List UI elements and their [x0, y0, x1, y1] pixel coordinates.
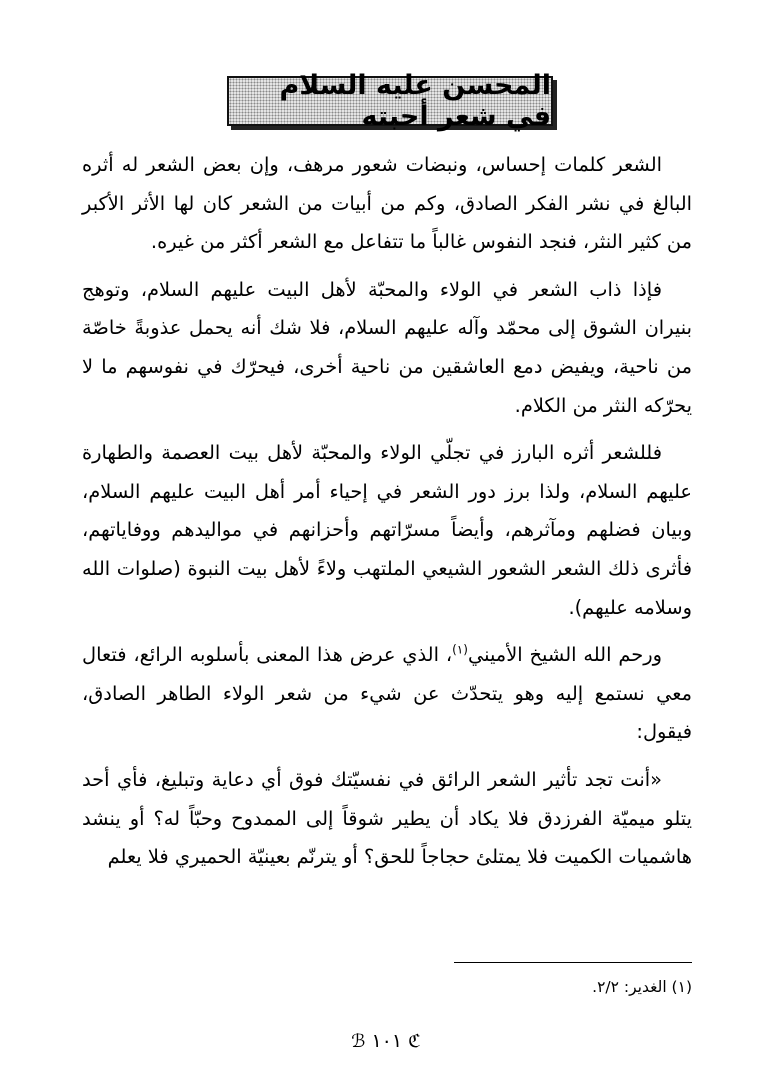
body-text [82, 146, 692, 877]
chapter-title-box [227, 70, 553, 132]
page-number: ١٠١ [371, 1030, 403, 1052]
ornament-right-icon: ℭ [408, 1031, 421, 1052]
paragraph-4-start: ورحم الله الشيخ الأميني [467, 643, 662, 667]
footnote-text: (١) الغدير: ٢/٢. [592, 978, 692, 996]
paragraph-4 [82, 636, 692, 752]
quote-paragraph: «أنت تجد تأثير الشعر الرائق في نفسيّتك فوق أي دعاية وتبليغ، فأي أحد يتلو ميميّة الفرزدق فلا يكاد أن يطير شوقاً إلى الممدوح وحبّاً له؟ أو ينشد هاشميات الكميت فلا يمتلئ حجاجاً للحق؟ أو يترنّم بعينيّة الحميري فلا يعلم [82, 767, 692, 869]
footnote-reference[interactable]: (١) [452, 642, 468, 657]
paragraph-3: فللشعر أثره البارز في تجلّي الولاء والمحبّة لأهل بيت العصمة والطهارة عليهم السلام، ولذا برز دور الشعر في إحياء أمر أهل البيت عليهم السلام، وبيان فضلهم ومآثرهم، وأيضاً مسرّاتهم وأحزانهم في مواليدهم ووفاياتهم، فأثرى ذلك الشعر الشعور الشيعي الملتهب ولاءً لأهل بيت النبوة (صلوات الله وسلامه عليهم). [82, 441, 692, 619]
footnote-divider [454, 962, 692, 963]
page-number-line [0, 1030, 772, 1052]
paragraph-1: الشعر كلمات إحساس، ونبضات شعور مرهف، وإن بعض الشعر له أثره البالغ في نشر الفكر الصادق، وكم من أبيات من الشعر كان لها الأثر الأكبر من كثير النثر، فنجد النفوس غالباً ما تتفاعل مع الشعر أكثر من غيره. [82, 153, 692, 254]
paragraph-4-end: ، الذي عرض هذا المعنى بأسلوبه الرائع، فتعال معي نستمع إليه وهو يتحدّث عن شيء من شعر الولاء الطاهر الصادق، فيقول: [82, 643, 692, 744]
chapter-title: المحسن عليه السلام في شعر أحبته [279, 70, 551, 132]
ornament-left-icon: ℬ [351, 1031, 366, 1052]
paragraph-2: فإذا ذاب الشعر في الولاء والمحبّة لأهل البيت عليهم السلام، وتوهج بنيران الشوق إلى محمّد وآله عليهم السلام، فلا شك أنه يحمل عذوبةً خاصّة من ناحية، ويفيض دمع العاشقين من ناحية أخرى، فيحرّك في نفوسهم ما لا يحرّكه النثر من الكلام. [82, 277, 692, 417]
